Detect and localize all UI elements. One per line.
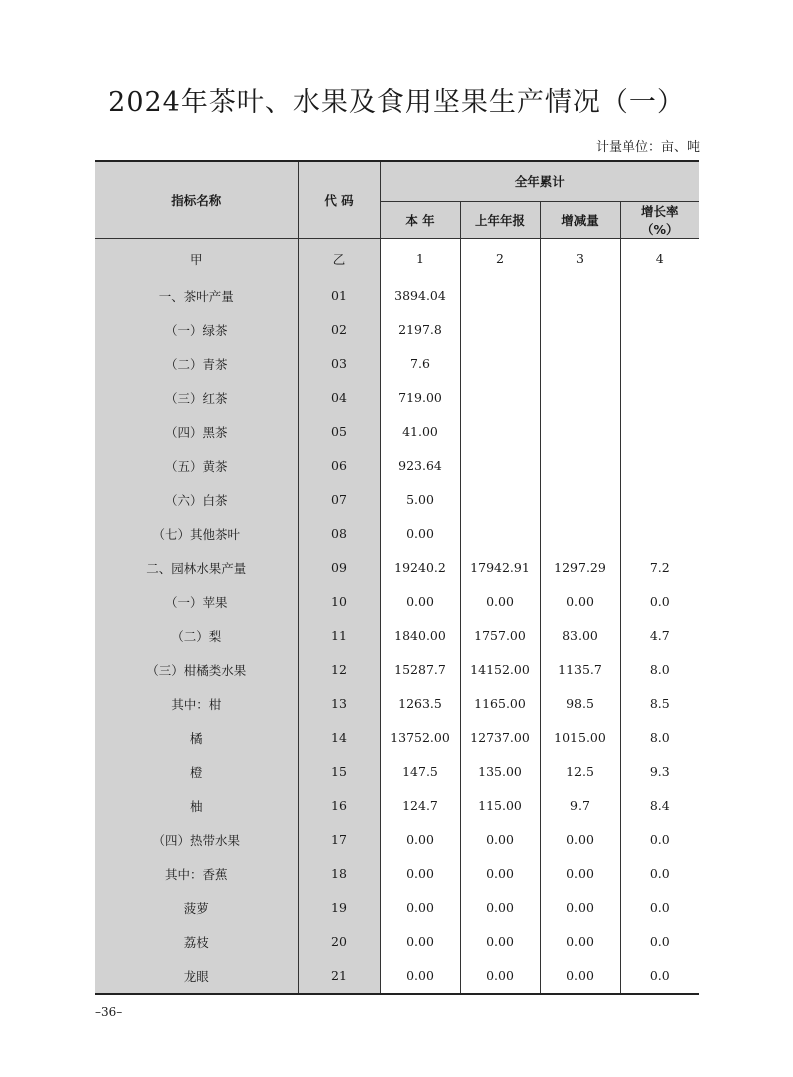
data-table (95, 160, 699, 995)
previous-year-cell: 1165.00 (460, 687, 540, 721)
table-row (95, 585, 699, 619)
indicator-name-cell: （三）柑橘类水果 (95, 653, 298, 687)
change-amount-cell: 83.00 (540, 619, 620, 653)
current-year-cell: 147.5 (380, 755, 460, 789)
growth-rate-cell (620, 449, 699, 483)
growth-rate-cell (620, 483, 699, 517)
code-cell: 15 (298, 755, 380, 789)
change-amount-cell (540, 483, 620, 517)
indicator-name-cell: 柚 (95, 789, 298, 823)
change-amount-cell: 12.5 (540, 755, 620, 789)
code-cell: 09 (298, 551, 380, 585)
previous-year-cell: 12737.00 (460, 721, 540, 755)
code-cell: 12 (298, 653, 380, 687)
current-year-cell: 0.00 (380, 925, 460, 959)
code-cell: 07 (298, 483, 380, 517)
table-row (95, 313, 699, 347)
growth-rate-cell: 0.0 (620, 857, 699, 891)
code-cell: 03 (298, 347, 380, 381)
code-cell: 08 (298, 517, 380, 551)
indicator-name-cell: （四）热带水果 (95, 823, 298, 857)
current-year-cell: 923.64 (380, 449, 460, 483)
table-row (95, 347, 699, 381)
code-cell: 18 (298, 857, 380, 891)
growth-rate-cell (620, 517, 699, 551)
index-cell: 乙 (298, 238, 380, 279)
current-year-cell: 0.00 (380, 891, 460, 925)
change-amount-cell: 0.00 (540, 585, 620, 619)
code-cell: 02 (298, 313, 380, 347)
current-year-cell: 1840.00 (380, 619, 460, 653)
previous-year-cell: 0.00 (460, 891, 540, 925)
code-cell: 11 (298, 619, 380, 653)
previous-year-cell: 1757.00 (460, 619, 540, 653)
table-row (95, 415, 699, 449)
table-row (95, 517, 699, 551)
change-amount-cell (540, 381, 620, 415)
table-row (95, 857, 699, 891)
indicator-name-cell: 龙眼 (95, 959, 298, 994)
growth-rate-cell: 4.7 (620, 619, 699, 653)
change-amount-cell: 1015.00 (540, 721, 620, 755)
change-amount-cell: 1135.7 (540, 653, 620, 687)
current-year-cell: 0.00 (380, 959, 460, 994)
table-row (95, 755, 699, 789)
table-row (95, 619, 699, 653)
code-cell: 05 (298, 415, 380, 449)
indicator-name-cell: （二）青茶 (95, 347, 298, 381)
header-code: 代 码 (298, 161, 380, 238)
index-cell: 4 (620, 238, 699, 279)
growth-rate-cell: 0.0 (620, 925, 699, 959)
growth-rate-cell (620, 313, 699, 347)
previous-year-cell: 0.00 (460, 823, 540, 857)
change-amount-cell (540, 347, 620, 381)
code-cell: 17 (298, 823, 380, 857)
indicator-name-cell: （一）苹果 (95, 585, 298, 619)
change-amount-cell (540, 279, 620, 313)
change-amount-cell: 0.00 (540, 891, 620, 925)
current-year-cell: 13752.00 (380, 721, 460, 755)
header-current-year: 本 年 (380, 201, 460, 238)
current-year-cell: 15287.7 (380, 653, 460, 687)
indicator-name-cell: 菠萝 (95, 891, 298, 925)
growth-rate-label: 增长率 (641, 203, 679, 219)
growth-rate-cell (620, 381, 699, 415)
current-year-cell: 0.00 (380, 585, 460, 619)
change-amount-cell: 0.00 (540, 823, 620, 857)
previous-year-cell: 0.00 (460, 585, 540, 619)
change-amount-cell: 0.00 (540, 857, 620, 891)
current-year-cell: 7.6 (380, 347, 460, 381)
previous-year-cell: 115.00 (460, 789, 540, 823)
growth-rate-cell: 8.4 (620, 789, 699, 823)
table-row (95, 483, 699, 517)
indicator-name-cell: （一）绿茶 (95, 313, 298, 347)
growth-rate-cell: 0.0 (620, 585, 699, 619)
growth-rate-cell (620, 279, 699, 313)
current-year-cell: 41.00 (380, 415, 460, 449)
previous-year-cell (460, 279, 540, 313)
indicator-name-cell: （四）黑茶 (95, 415, 298, 449)
previous-year-cell (460, 517, 540, 551)
previous-year-cell (460, 483, 540, 517)
table-row (95, 449, 699, 483)
current-year-cell: 124.7 (380, 789, 460, 823)
indicator-name-cell: 一、茶叶产量 (95, 279, 298, 313)
code-cell: 14 (298, 721, 380, 755)
indicator-name-cell: （三）红茶 (95, 381, 298, 415)
previous-year-cell (460, 415, 540, 449)
table-header (95, 161, 699, 238)
code-cell: 20 (298, 925, 380, 959)
change-amount-cell (540, 313, 620, 347)
code-cell: 21 (298, 959, 380, 994)
change-amount-cell: 1297.29 (540, 551, 620, 585)
code-cell: 13 (298, 687, 380, 721)
current-year-cell: 0.00 (380, 823, 460, 857)
growth-rate-cell: 8.0 (620, 721, 699, 755)
table-row (95, 687, 699, 721)
code-cell: 19 (298, 891, 380, 925)
change-amount-cell: 0.00 (540, 959, 620, 994)
current-year-cell: 3894.04 (380, 279, 460, 313)
header-indicator-name: 指标名称 (95, 161, 298, 238)
indicator-name-cell: （六）白茶 (95, 483, 298, 517)
indicator-name-cell: （七）其他茶叶 (95, 517, 298, 551)
growth-rate-cell: 8.5 (620, 687, 699, 721)
code-cell: 01 (298, 279, 380, 313)
table-row (95, 551, 699, 585)
table-row (95, 789, 699, 823)
growth-rate-cell: 8.0 (620, 653, 699, 687)
table-row (95, 891, 699, 925)
previous-year-cell (460, 347, 540, 381)
growth-rate-cell: 0.0 (620, 959, 699, 994)
change-amount-cell: 98.5 (540, 687, 620, 721)
table-row (95, 721, 699, 755)
previous-year-cell: 0.00 (460, 925, 540, 959)
header-annual-total: 全年累计 (380, 161, 699, 201)
change-amount-cell (540, 449, 620, 483)
indicator-name-cell: 橘 (95, 721, 298, 755)
change-amount-cell: 9.7 (540, 789, 620, 823)
current-year-cell: 719.00 (380, 381, 460, 415)
table-row (95, 925, 699, 959)
current-year-cell: 0.00 (380, 517, 460, 551)
growth-rate-cell (620, 347, 699, 381)
previous-year-cell: 135.00 (460, 755, 540, 789)
header-growth-rate (620, 201, 699, 238)
previous-year-cell (460, 313, 540, 347)
header-previous-year: 上年年报 (460, 201, 540, 238)
index-cell: 1 (380, 238, 460, 279)
table-row (95, 823, 699, 857)
page-number: –36– (95, 1005, 123, 1019)
indicator-name-cell: 其中：香蕉 (95, 857, 298, 891)
growth-rate-cell: 7.2 (620, 551, 699, 585)
previous-year-cell: 0.00 (460, 959, 540, 994)
previous-year-cell (460, 449, 540, 483)
table-row (95, 381, 699, 415)
code-cell: 10 (298, 585, 380, 619)
index-row (95, 238, 699, 279)
current-year-cell: 1263.5 (380, 687, 460, 721)
change-amount-cell (540, 415, 620, 449)
index-cell: 3 (540, 238, 620, 279)
current-year-cell: 0.00 (380, 857, 460, 891)
indicator-name-cell: 荔枝 (95, 925, 298, 959)
table-row (95, 653, 699, 687)
indicator-name-cell: 其中：柑 (95, 687, 298, 721)
previous-year-cell: 14152.00 (460, 653, 540, 687)
page-title: 2024年茶叶、水果及食用坚果生产情况（一） (108, 87, 685, 118)
growth-rate-cell (620, 415, 699, 449)
header-change-amount: 增减量 (540, 201, 620, 238)
table-row (95, 959, 699, 994)
index-cell: 甲 (95, 238, 298, 279)
current-year-cell: 19240.2 (380, 551, 460, 585)
indicator-name-cell: 二、园林水果产量 (95, 551, 298, 585)
growth-rate-cell: 0.0 (620, 823, 699, 857)
growth-rate-cell: 0.0 (620, 891, 699, 925)
growth-rate-unit: （%） (640, 221, 679, 237)
measurement-unit: 计量单位：亩、吨 (595, 140, 700, 155)
indicator-name-cell: （二）梨 (95, 619, 298, 653)
change-amount-cell: 0.00 (540, 925, 620, 959)
code-cell: 06 (298, 449, 380, 483)
table-row (95, 279, 699, 313)
change-amount-cell (540, 517, 620, 551)
previous-year-cell: 0.00 (460, 857, 540, 891)
growth-rate-cell: 9.3 (620, 755, 699, 789)
indicator-name-cell: 橙 (95, 755, 298, 789)
table-body (95, 238, 699, 994)
index-cell: 2 (460, 238, 540, 279)
previous-year-cell (460, 381, 540, 415)
code-cell: 16 (298, 789, 380, 823)
previous-year-cell: 17942.91 (460, 551, 540, 585)
indicator-name-cell: （五）黄茶 (95, 449, 298, 483)
current-year-cell: 2197.8 (380, 313, 460, 347)
current-year-cell: 5.00 (380, 483, 460, 517)
code-cell: 04 (298, 381, 380, 415)
